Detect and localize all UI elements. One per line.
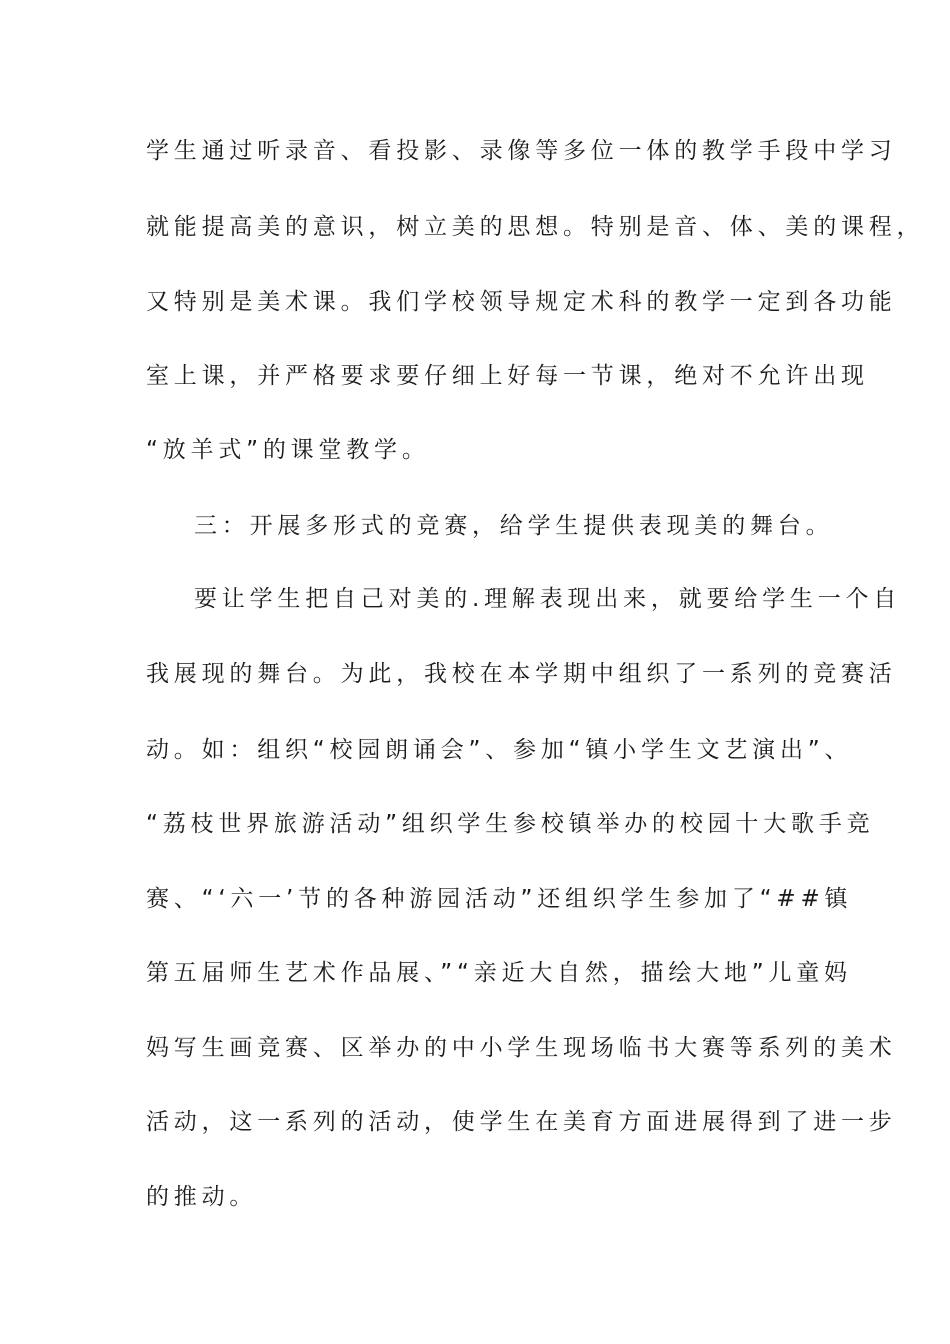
body-text-line: “放羊式”的课堂教学。 [146,437,430,463]
body-text-line: 妈写生画竞赛、区举办的中小学生现场临书大赛等系列的美术 [146,1035,897,1061]
body-text-line: 动。如：组织“校园朗诵会”、参加“镇小学生文艺演出”、 [146,737,853,763]
body-text-line: 我展现的舞台。为此，我校在本学期中组织了一系列的竞赛活 [146,661,897,687]
section-heading: 三：开展多形式的竞赛，给学生提供表现美的舞台。 [194,513,834,539]
body-text-line: 又特别是美术课。我们学校领导规定术科的教学一定到各功能 [146,289,897,315]
body-text-line: 第五届师生艺术作品展、”“亲近大自然，描绘大地”儿童妈 [146,960,852,986]
body-text-line: 的推动。 [146,1184,258,1210]
body-text-line: “荔枝世界旅游活动”组织学生参校镇举办的校园十大歌手竞 [146,811,875,837]
body-text-line: 就能提高美的意识，树立美的思想。特别是音、体、美的课程， [146,214,925,240]
body-text-line: 室上课，并严格要求要仔细上好每一节课，绝对不允许出现 [146,363,869,389]
body-text-line: 学生通过听录音、看投影、录像等多位一体的教学手段中学习 [146,138,897,164]
body-text-line: 活动，这一系列的活动，使学生在美育方面进展得到了进一步 [146,1109,897,1135]
body-text-line: 要让学生把自己对美的.理解表现出来，就要给学生一个自 [194,586,902,612]
body-text-line: 赛、“‘六一’节的各种游园活动”还组织学生参加了“##镇 [146,886,853,912]
